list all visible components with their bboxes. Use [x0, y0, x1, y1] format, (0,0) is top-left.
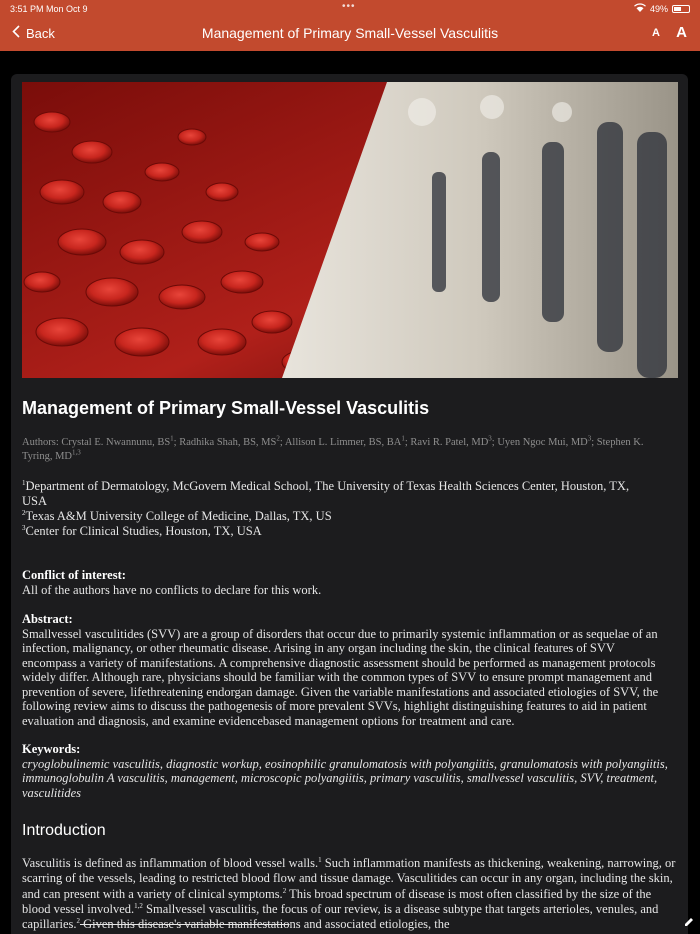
keywords-section	[22, 742, 672, 800]
coi-text: All of the authors have no conflicts to declare for this work.	[22, 583, 322, 597]
citation[interactable]: 1,2	[134, 901, 143, 910]
author-name: ; Ravi R. Patel, MD	[404, 437, 489, 448]
affiliation-text: Department of Dermatology, McGovern Medical School, The University of Texas Health Sciences Center, Houston, TX, USA	[22, 479, 630, 508]
conflict-of-interest	[22, 568, 672, 598]
increase-font-button[interactable]: A	[676, 24, 687, 41]
author-name: ; Radhika Shah, BS, MS	[173, 437, 277, 448]
intro-text: Smallvessel vasculitis, the focus of our review, is a disease subtype that targets arterioles, venules, and capillaries.	[22, 901, 659, 932]
author-name: ; Uyen Ngoc Mui, MD	[491, 437, 588, 448]
intro-text: This broad spectrum of disease is most often classified by the size of the blood vessel involved.	[22, 886, 652, 916]
nav-title: Management of Primary Small-Vessel Vasculitis	[201, 25, 499, 41]
section-heading-introduction: Introduction	[22, 822, 106, 839]
author-name: ; Stephen K. Tyring, MD	[22, 437, 644, 462]
author-affiliation-marker: 3	[587, 434, 592, 443]
coi-label: Conflict of interest:	[22, 568, 126, 582]
keywords-text: cryoglobulinemic vasculitis, diagnostic workup, eosinophilic granulomatosis with polyangiitis, granulomatosis with polyangiitis, immunoglobulin A vasculitis, management, microscopic polyangiitis, primary vasculitis, smallvessel vasculitis, SVV, treatment, vasculitides	[22, 756, 668, 800]
hero-image	[22, 82, 678, 378]
affiliation-text: Center for Clinical Studies, Houston, TX, USA	[25, 524, 262, 538]
intro-text-struck: Given this disease's variable manifestatio	[80, 917, 290, 932]
nav-bar	[0, 16, 700, 51]
affiliation-list	[22, 479, 652, 539]
citation[interactable]: 2	[76, 917, 80, 926]
affiliation-marker: 3	[22, 523, 26, 532]
affiliation-item	[22, 524, 652, 539]
affiliation-item	[22, 479, 652, 509]
abstract-section	[22, 612, 672, 728]
author-name: ; Allison L. Limmer, BS, BA	[279, 437, 402, 448]
author-affiliation-marker: 1	[401, 434, 405, 443]
citation[interactable]: 1	[318, 855, 322, 864]
battery-fill	[674, 7, 681, 11]
author-affiliation-marker: 1,3	[72, 448, 81, 457]
multitask-dots-icon[interactable]: •••	[342, 1, 356, 12]
affiliation-item	[22, 509, 652, 524]
article-view[interactable]	[11, 74, 688, 934]
intro-text: ns and associated etiologies, the	[289, 917, 450, 932]
author-affiliation-marker: 1	[170, 434, 174, 443]
abstract-label: Abstract:	[22, 612, 73, 626]
status-bar	[0, 0, 700, 16]
author-name: Authors: Crystal E. Nwannunu, BS	[22, 437, 171, 448]
affiliation-marker: 1	[22, 478, 26, 487]
author-affiliation-marker: 3	[488, 434, 492, 443]
affiliation-text: Texas A&M University College of Medicine, Dallas, TX, US	[25, 509, 332, 523]
keywords-label: Keywords:	[22, 742, 81, 756]
battery-icon	[672, 5, 690, 13]
abstract-text: Smallvessel vasculitides (SVV) are a group of disorders that occur due to primarily systemic inflammation or as sequelae of an infection, malignancy, or other rheumatic disease. Arising in any organ including the skin, the clinical features of SVV encompass a variety of manifestations. A comprehensive diagnostic assessment should be performed as management protocols widely differ. Although rare, physicians should be familiar with the common types of SVV to ensure prompt management and prevention of severe, lifethreatening endorgan damage. Given the variable manifestations and associated etiologies of SVV, the following review aims to discuss the pathogenesis of more prevalent SVVs, highlight distinguishing features to aid in patient evaluation and diagnosis, and examine evidencebased management options for treatment and care.	[22, 626, 659, 728]
back-label: Back	[26, 25, 55, 41]
author-list	[22, 436, 672, 464]
wifi-icon	[634, 3, 646, 14]
author-affiliation-marker: 2	[276, 434, 280, 443]
intro-text: Such inflammation manifests as thickening, weakening, narrowing, or scarring of the vessels, leading to restricted blood flow and tissue damage. Vasculitides can occur in any organ, including the skin, and can present with a variety of clinical symptoms.	[22, 856, 676, 901]
status-right	[634, 3, 690, 14]
affiliation-marker: 2	[22, 508, 26, 517]
article-title: Management of Primary Small-Vessel Vasculitis	[22, 398, 430, 418]
app-header	[0, 0, 700, 51]
introduction-paragraph	[22, 856, 677, 932]
status-time: 3:51 PM Mon Oct 9	[10, 4, 88, 14]
decrease-font-button[interactable]: A	[652, 27, 660, 39]
citation[interactable]: 2	[282, 886, 287, 895]
battery-percent: 49%	[649, 3, 668, 14]
intro-text: Vasculitis is defined as inflammation of blood vessel walls.	[22, 856, 319, 870]
pencil-cursor-icon	[684, 916, 694, 930]
